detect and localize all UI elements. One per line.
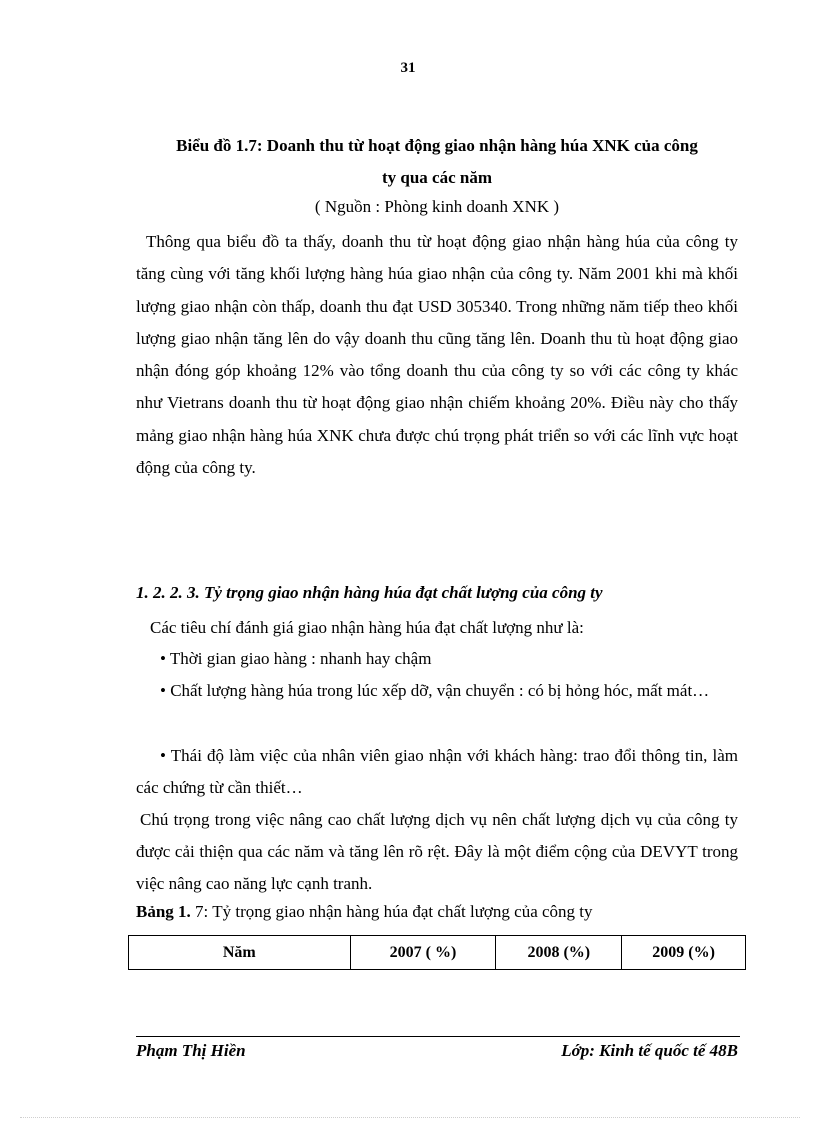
table-caption-label: Bảng 1.	[136, 902, 191, 921]
source-note: ( Nguồn : Phòng kinh doanh XNK )	[314, 197, 560, 216]
bullet-cargo-quality: • Chất lượng hàng húa trong lúc xếp dỡ, vận chuyển : có bị hỏng hóc, mất mát…	[160, 681, 710, 700]
section-heading: 1. 2. 2. 3. Tỷ trọng giao nhận hàng húa đạt chất lượng của công ty	[136, 583, 603, 602]
page-edge	[20, 1117, 800, 1118]
page-number: 31	[400, 60, 416, 76]
chart-caption-line1: Biểu đồ 1.7: Doanh thu từ hoạt động giao nhận hàng húa XNK của công	[176, 136, 698, 155]
quality-paragraph: Chú trọng trong việc nâng cao chất lượng dịch vụ nên chất lượng dịch vụ của công ty được cải thiện qua các năm và tăng lên rõ rệt. Đây là một điểm cộng của DEVYT trong việc nâng cao năng lực cạnh tranh.	[136, 810, 738, 893]
header-2009: 2009 (%)	[622, 936, 746, 970]
table-caption-text: 7: Tỷ trọng giao nhận hàng húa đạt chất lượng của công ty	[190, 902, 593, 921]
footer-author: Phạm Thị Hiền	[136, 1041, 246, 1060]
analysis-paragraph: Thông qua biểu đồ ta thấy, doanh thu từ hoạt động giao nhận hàng húa của công ty tăng cùng với tăng khối lượng hàng húa giao nhận của công ty. Năm 2001 khi mà khối lượng giao nhận còn thấp, doanh thu đạt USD 305340. Trong những năm tiếp theo khối lượng giao nhận tăng lên do vậy doanh thu cũng tăng lên. Doanh thu tù hoạt động giao nhận đóng góp khoảng 12% vào tổng doanh thu của công ty so với các công ty khác như Vietrans doanh thu từ hoạt động giao nhận chiếm khoảng 20%. Điều này cho thấy mảng giao nhận hàng húa XNK chưa được chú trọng phát triển so với các lĩnh vực hoạt động của công ty.	[136, 232, 738, 478]
table-header-row	[129, 936, 746, 970]
bullet-delivery-time: • Thời gian giao hàng : nhanh hay chậm	[160, 649, 432, 668]
criteria-intro: Các tiêu chí đánh giá giao nhận hàng húa đạt chất lượng như là:	[150, 618, 584, 637]
footer-class: Lớp: Kinh tế quốc tế 48B	[561, 1041, 738, 1060]
header-year: Năm	[129, 936, 351, 970]
chart-caption	[136, 130, 738, 194]
bullet-staff-attitude: • Thái độ làm việc của nhân viên giao nhận với khách hàng: trao đổi thông tin, làm các chứng từ cần thiết…	[136, 746, 738, 797]
chart-caption-line2: ty qua các năm	[381, 168, 493, 187]
header-2007: 2007 ( %)	[350, 936, 496, 970]
header-2008: 2008 (%)	[496, 936, 622, 970]
table-caption	[136, 902, 738, 922]
quality-ratio-table	[128, 935, 746, 970]
footer-divider	[136, 1036, 740, 1037]
